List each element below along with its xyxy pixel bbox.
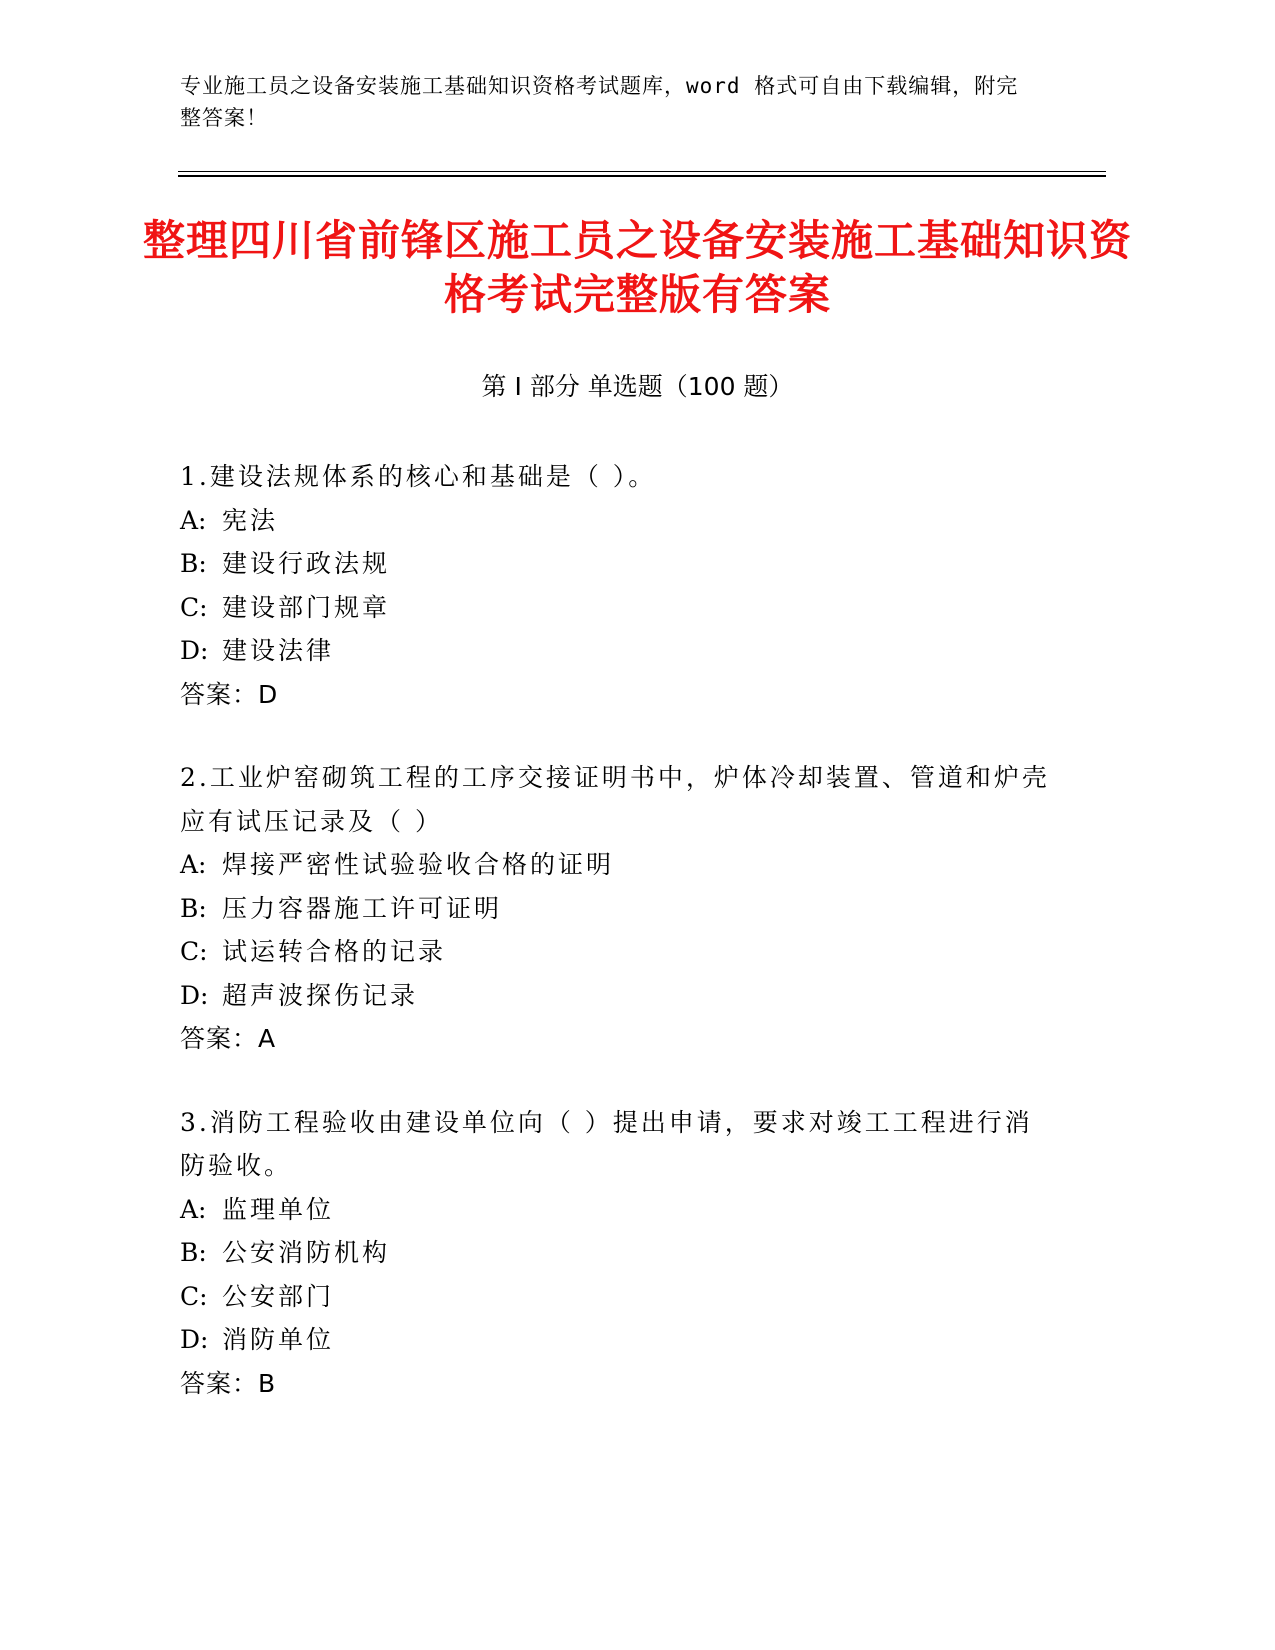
question-stem: 3.消防工程验收由建设单位向（ ）提出申请，要求对竣工工程进行消防验收。	[180, 1107, 1033, 1180]
option-text: 消防单位	[222, 1325, 335, 1354]
option-text: 公安部门	[222, 1281, 335, 1311]
option-d	[180, 1318, 1060, 1362]
option-c	[180, 586, 1060, 630]
option-letter: A:	[180, 505, 207, 535]
option-text: 焊接严密性试验验收合格的证明	[222, 850, 615, 879]
option-text: 宪法	[222, 505, 279, 535]
option-letter: D:	[180, 636, 209, 665]
answer-line: 答案：A	[180, 1024, 277, 1053]
option-a	[180, 843, 1060, 887]
question-stem: 1.建设法规体系的核心和基础是（ ）。	[180, 462, 657, 491]
option-text: 压力容器施工许可证明	[222, 893, 503, 923]
option-text: 超声波探伤记录	[222, 980, 419, 1010]
option-a	[180, 1188, 1060, 1232]
option-text: 监理单位	[222, 1194, 335, 1224]
option-letter: C:	[180, 592, 208, 622]
question-2	[180, 756, 1060, 1061]
option-letter: B:	[180, 893, 207, 923]
option-letter: A:	[180, 1194, 207, 1224]
header-divider-thick	[178, 175, 1106, 177]
option-b	[180, 542, 1060, 586]
document-title: 整理四川省前锋区施工员之设备安装施工基础知识资格考试完整版有答案	[142, 216, 1132, 319]
option-letter: B:	[180, 549, 207, 578]
option-text: 试运转合格的记录	[222, 937, 447, 966]
option-c	[180, 930, 1060, 974]
option-text: 公安消防机构	[222, 1238, 391, 1267]
section-heading: 第 I 部分 单选题（100 题）	[481, 372, 794, 401]
option-a	[180, 499, 1060, 543]
option-letter: D:	[180, 1325, 209, 1354]
answer-line: 答案：B	[180, 1368, 277, 1398]
question-stem: 2.工业炉窑砌筑工程的工序交接证明书中，炉体冷却装置、管道和炉壳应有试压记录及（ ）	[180, 763, 1050, 836]
option-text: 建设行政法规	[222, 549, 391, 578]
question-3	[180, 1101, 1060, 1406]
answer-line: 答案：D	[180, 679, 279, 709]
option-b	[180, 1231, 1060, 1275]
question-list	[180, 455, 1060, 1445]
header-divider-thin	[178, 171, 1106, 172]
option-b	[180, 887, 1060, 931]
option-text: 建设部门规章	[222, 592, 391, 622]
option-d	[180, 974, 1060, 1018]
option-letter: A:	[180, 850, 207, 879]
option-letter: B:	[180, 1238, 207, 1267]
option-letter: C:	[180, 937, 208, 966]
option-c	[180, 1275, 1060, 1319]
option-d	[180, 629, 1060, 673]
option-text: 建设法律	[222, 636, 335, 665]
question-1	[180, 455, 1060, 716]
option-letter: C:	[180, 1281, 208, 1311]
header-note: 专业施工员之设备安装施工基础知识资格考试题库，word 格式可自由下载编辑，附完整答案！	[180, 74, 1019, 130]
option-letter: D:	[180, 980, 209, 1010]
